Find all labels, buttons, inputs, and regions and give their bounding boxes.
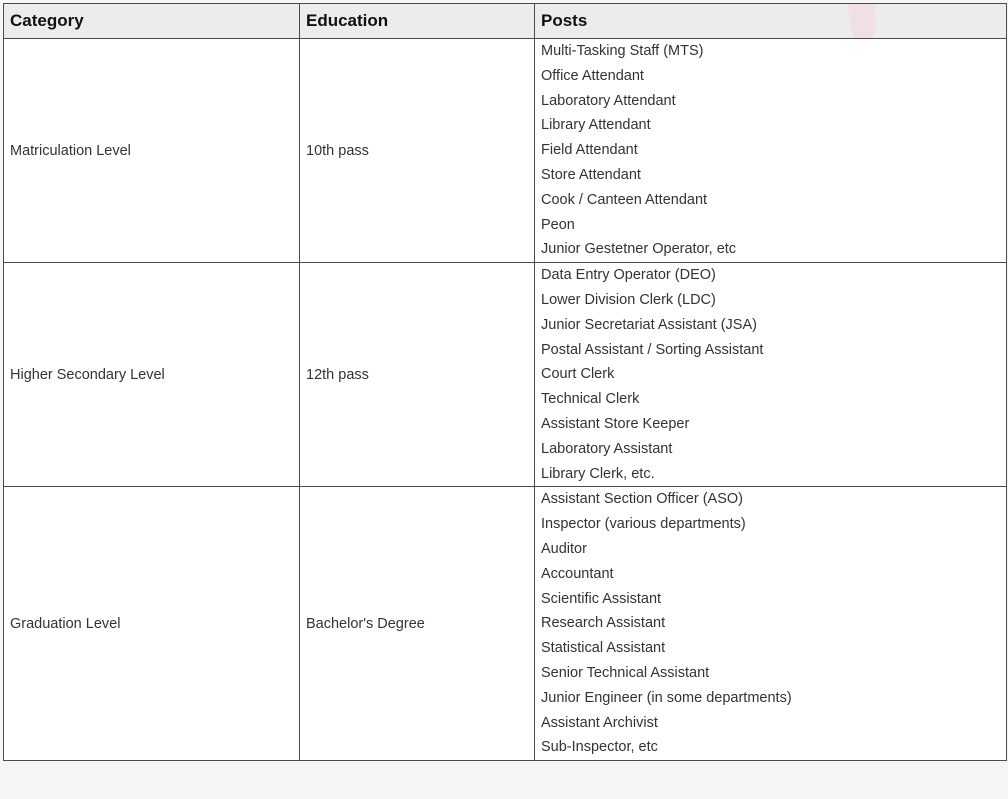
post-list: [541, 487, 1000, 760]
post-item: Postal Assistant / Sorting Assistant: [541, 341, 764, 358]
post-item: Assistant Store Keeper: [541, 415, 690, 432]
post-item: Peon: [541, 216, 575, 233]
post-item: Scientific Assistant: [541, 590, 662, 607]
education-cell: Bachelor's Degree: [300, 487, 535, 761]
posts-cell: [535, 39, 1007, 263]
post-item: Field Attendant: [541, 142, 638, 159]
table-header-row: [4, 4, 1007, 39]
table-row: [4, 263, 1007, 487]
posts-table-container: [3, 3, 1006, 761]
post-item: Multi-Tasking Staff (MTS): [541, 43, 704, 59]
post-item: Sub-Inspector, etc: [541, 739, 658, 756]
post-item: Junior Secretariat Assistant (JSA): [541, 316, 757, 333]
post-item: Senior Technical Assistant: [541, 664, 710, 681]
post-item: Technical Clerk: [541, 391, 640, 408]
post-item: Laboratory Attendant: [541, 92, 676, 109]
post-item: Assistant Section Officer (ASO): [541, 491, 743, 508]
post-item: Cook / Canteen Attendant: [541, 191, 708, 208]
table-row: [4, 39, 1007, 263]
header-posts-label: Posts: [541, 11, 588, 30]
category-cell: Matriculation Level: [4, 39, 300, 263]
header-category: [4, 4, 300, 39]
post-item: Inspector (various departments): [541, 516, 746, 533]
post-item: Assistant Archivist: [541, 714, 658, 731]
post-item: Library Clerk, etc.: [541, 465, 655, 482]
post-item: Auditor: [541, 540, 587, 557]
posts-table: [3, 3, 1007, 761]
post-item: Court Clerk: [541, 366, 615, 383]
header-education-label: Education: [306, 11, 389, 30]
post-item: Data Entry Operator (DEO): [541, 267, 716, 284]
post-item: Lower Division Clerk (LDC): [541, 291, 716, 308]
post-item: Junior Gestetner Operator, etc: [541, 241, 737, 258]
post-item: Accountant: [541, 565, 614, 582]
header-education: [300, 4, 535, 39]
category-cell: Graduation Level: [4, 487, 300, 761]
table-row: [4, 487, 1007, 761]
post-item: Statistical Assistant: [541, 640, 666, 657]
category-cell: Higher Secondary Level: [4, 263, 300, 487]
header-category-label: Category: [10, 11, 84, 30]
post-item: Laboratory Assistant: [541, 440, 673, 457]
post-list: [541, 39, 1000, 262]
posts-cell: [535, 487, 1007, 761]
header-posts: [535, 4, 1007, 39]
post-item: Store Attendant: [541, 166, 641, 183]
posts-cell: [535, 263, 1007, 487]
education-cell: 10th pass: [300, 39, 535, 263]
decorative-accent-shape: [847, 4, 879, 39]
post-item: Office Attendant: [541, 67, 644, 84]
post-list: [541, 263, 1000, 486]
education-cell: 12th pass: [300, 263, 535, 487]
post-item: Library Attendant: [541, 117, 651, 134]
post-item: Junior Engineer (in some departments): [541, 689, 792, 706]
post-item: Research Assistant: [541, 615, 666, 632]
